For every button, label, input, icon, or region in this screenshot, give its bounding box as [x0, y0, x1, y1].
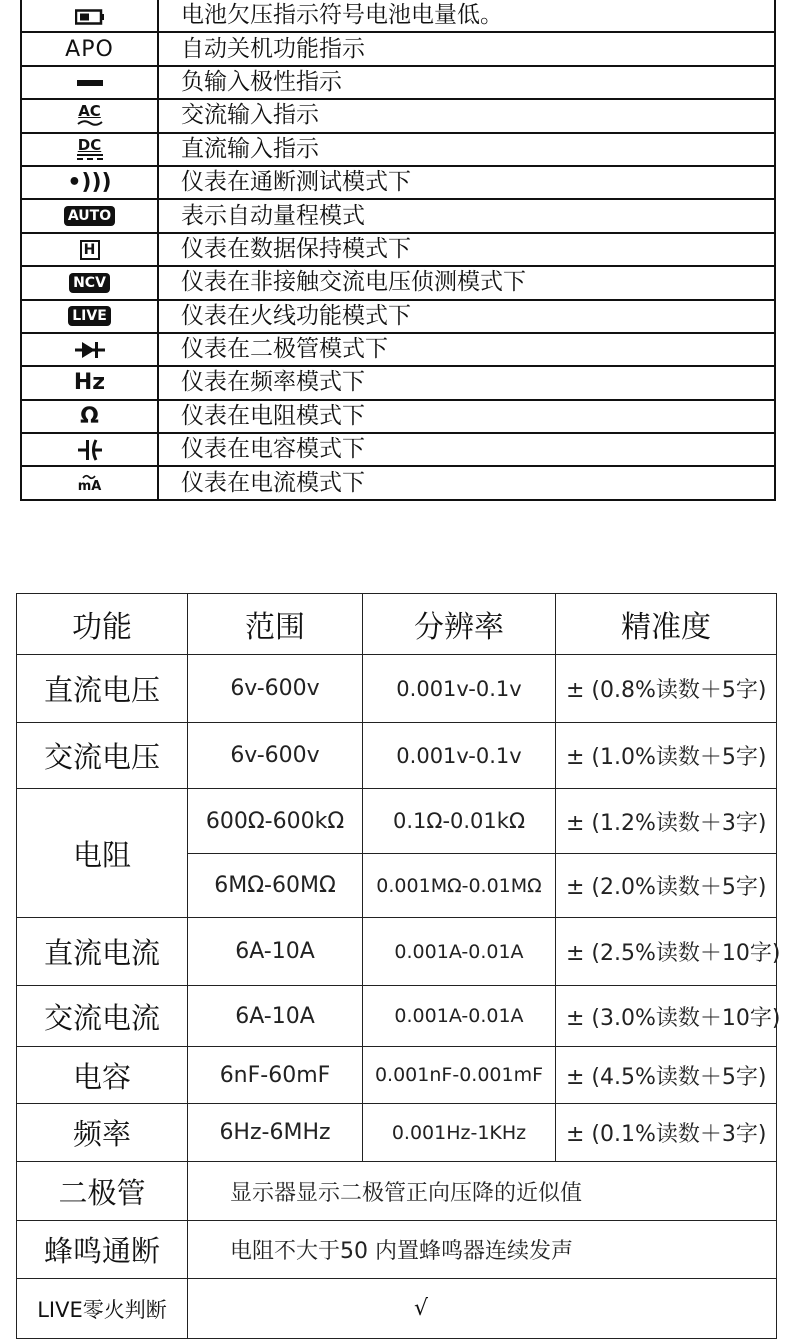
- range-cell: 6nF-60mF: [188, 1047, 363, 1104]
- spec-row-buzzer: [17, 1221, 777, 1279]
- symbol-desc: 表示自动量程模式: [158, 199, 775, 232]
- resolution-cell: 0.001A-0.01A: [363, 918, 556, 986]
- symbol-desc: 仪表在电容模式下: [158, 433, 775, 466]
- accuracy-cell: ± (0.8%读数＋5字): [556, 655, 777, 723]
- function-cell: 电容: [17, 1047, 188, 1104]
- spec-header-row: [17, 594, 777, 655]
- function-cell: 直流电压: [17, 655, 188, 723]
- range-cell: 6A-10A: [188, 986, 363, 1047]
- battery-low-icon: [75, 9, 105, 25]
- range-cell: 6v-600v: [188, 723, 363, 789]
- accuracy-cell: ± (3.0%读数＋10字): [556, 986, 777, 1047]
- symbol-desc: 仪表在电阻模式下: [158, 400, 775, 433]
- range-cell: 6Hz-6MHz: [188, 1104, 363, 1162]
- description-cell: 电阻不大于50 内置蜂鸣器连续发声: [188, 1221, 777, 1279]
- live-badge-icon: LIVE: [68, 306, 111, 326]
- symbol-row: [21, 333, 775, 366]
- diode-icon: [75, 340, 105, 360]
- function-cell: LIVE零火判断: [17, 1279, 188, 1339]
- spec-row-frequency: [17, 1104, 777, 1162]
- accuracy-cell: ± (0.1%读数＋3字): [556, 1104, 777, 1162]
- ac-ma-icon: mA: [78, 474, 102, 493]
- symbol-row: [21, 266, 775, 299]
- symbol-desc: 仪表在非接触交流电压侦测模式下: [158, 266, 775, 299]
- symbol-legend-table: [20, 0, 776, 501]
- spec-table: [16, 593, 781, 1339]
- symbol-desc: 仪表在通断测试模式下: [158, 166, 775, 199]
- accuracy-cell: ± (4.5%读数＋5字): [556, 1047, 777, 1104]
- function-cell: 交流电压: [17, 723, 188, 789]
- symbol-row: [21, 66, 775, 99]
- range-cell: 6A-10A: [188, 918, 363, 986]
- function-cell: 频率: [17, 1104, 188, 1162]
- accuracy-cell: ± (2.0%读数＋5字): [556, 854, 777, 918]
- accuracy-cell: ± (1.0%读数＋5字): [556, 723, 777, 789]
- range-cell: 600Ω-600kΩ: [188, 789, 363, 854]
- ac-icon: AC: [77, 104, 103, 127]
- hz-text-icon: Hz: [73, 370, 106, 396]
- symbol-row: [21, 366, 775, 399]
- accuracy-cell: ± (2.5%读数＋10字): [556, 918, 777, 986]
- function-cell: 直流电流: [17, 918, 188, 986]
- symbol-row: [21, 466, 775, 499]
- spec-row-acv: [17, 723, 777, 789]
- resolution-cell: 0.001A-0.01A: [363, 986, 556, 1047]
- resolution-cell: 0.1Ω-0.01kΩ: [363, 789, 556, 854]
- symbol-row: [21, 199, 775, 232]
- symbol-desc: 仪表在火线功能模式下: [158, 300, 775, 333]
- auto-badge-icon: AUTO: [64, 206, 115, 226]
- spec-row-capacitance: [17, 1047, 777, 1104]
- resolution-cell: 0.001nF-0.001mF: [363, 1047, 556, 1104]
- function-cell: 交流电流: [17, 986, 188, 1047]
- capacitor-icon: [78, 439, 102, 461]
- continuity-sound-icon: •))): [67, 170, 112, 196]
- symbol-row: [21, 400, 775, 433]
- spec-row-aca: [17, 986, 777, 1047]
- dc-icon: DC: [77, 138, 103, 161]
- spec-row-resistance-a: [17, 789, 777, 854]
- symbol-desc: 仪表在数据保持模式下: [158, 233, 775, 266]
- ohm-icon: Ω: [80, 403, 99, 429]
- resolution-cell: 0.001v-0.1v: [363, 655, 556, 723]
- hold-box-icon: H: [80, 240, 100, 260]
- range-cell: 6MΩ-60MΩ: [188, 854, 363, 918]
- resolution-cell: 0.001v-0.1v: [363, 723, 556, 789]
- spec-row-diode: [17, 1162, 777, 1221]
- spec-row-dcv: [17, 655, 777, 723]
- symbol-desc: 仪表在电流模式下: [158, 466, 775, 499]
- symbol-desc: 自动关机功能指示: [158, 32, 775, 65]
- check-mark-cell: √: [188, 1279, 777, 1339]
- symbol-row: [21, 233, 775, 266]
- accuracy-cell: ± (1.2%读数＋3字): [556, 789, 777, 854]
- header-range: 范围: [188, 594, 363, 655]
- symbol-desc: 交流输入指示: [158, 99, 775, 132]
- function-cell: 蜂鸣通断: [17, 1221, 188, 1279]
- symbol-row: [21, 0, 775, 32]
- function-cell: 电阻: [17, 789, 188, 918]
- spec-row-dca: [17, 918, 777, 986]
- spec-row-live: [17, 1279, 777, 1339]
- range-cell: 6v-600v: [188, 655, 363, 723]
- symbol-row: [21, 166, 775, 199]
- symbol-row: [21, 433, 775, 466]
- resolution-cell: 0.001MΩ-0.01MΩ: [363, 854, 556, 918]
- symbol-row: [21, 99, 775, 132]
- symbol-desc: 仪表在频率模式下: [158, 366, 775, 399]
- symbol-row: [21, 300, 775, 333]
- symbol-row: [21, 133, 775, 166]
- description-cell: 显示器显示二极管正向压降的近似值: [188, 1162, 777, 1221]
- negative-bar-icon: [77, 79, 103, 87]
- header-function: 功能: [17, 594, 188, 655]
- header-resolution: 分辨率: [363, 594, 556, 655]
- symbol-desc: 仪表在二极管模式下: [158, 333, 775, 366]
- symbol-desc: 负输入极性指示: [158, 66, 775, 99]
- header-accuracy: 精准度: [556, 594, 777, 655]
- apo-text-icon: APO: [65, 36, 114, 62]
- function-cell: 二极管: [17, 1162, 188, 1221]
- symbol-row: [21, 32, 775, 65]
- symbol-desc: 直流输入指示: [158, 133, 775, 166]
- symbol-desc: 电池欠压指示符号电池电量低。: [158, 0, 775, 32]
- resolution-cell: 0.001Hz-1KHz: [363, 1104, 556, 1162]
- ncv-badge-icon: NCV: [69, 273, 110, 293]
